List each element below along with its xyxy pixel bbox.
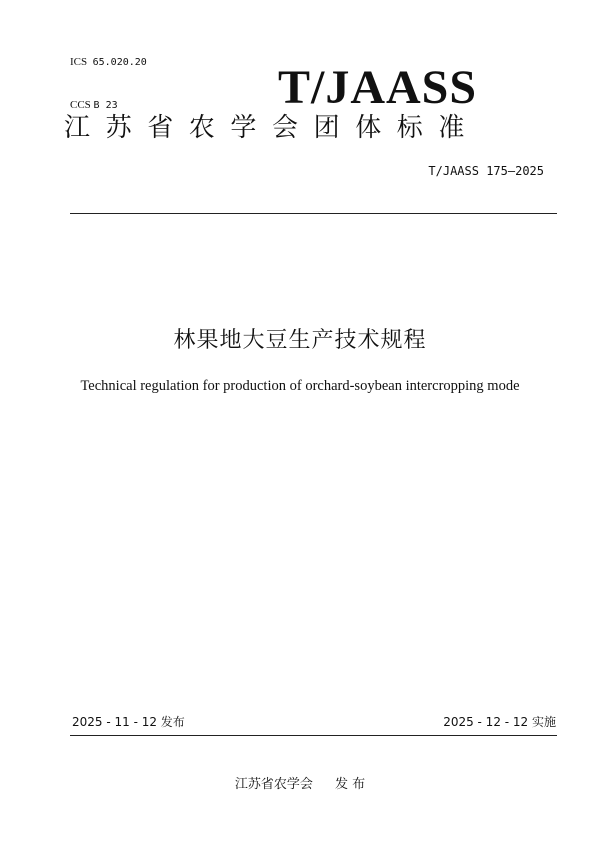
standard-number: T/JAASS 175—2025 — [428, 164, 544, 178]
top-divider — [70, 213, 557, 214]
issue-date: 2025 - 11 - 12 发布 — [72, 715, 185, 729]
classification-codes — [70, 27, 147, 127]
ccs-label: CCS — [70, 99, 91, 111]
bottom-divider — [70, 735, 557, 736]
standard-mark: T/JAASS — [278, 61, 478, 114]
ics-code: 65.020.20 — [92, 57, 147, 68]
publisher-line — [0, 776, 600, 794]
ics-label: ICS — [70, 56, 88, 68]
organization-title: 江苏省农学会团体标准 — [64, 113, 481, 143]
publisher-name: 江苏省农学会 — [234, 777, 313, 792]
publish-word: 发 布 — [334, 777, 366, 792]
ccs-code: B 23 — [93, 100, 118, 111]
ics-line — [70, 55, 147, 70]
document-title-en: Technical regulation for production of orchard-soybean intercropping mode — [80, 378, 520, 394]
document-title-cn: 林果地大豆生产技术规程 — [173, 328, 427, 353]
implementation-date: 2025 - 12 - 12 实施 — [443, 715, 556, 729]
ccs-line — [70, 98, 147, 113]
